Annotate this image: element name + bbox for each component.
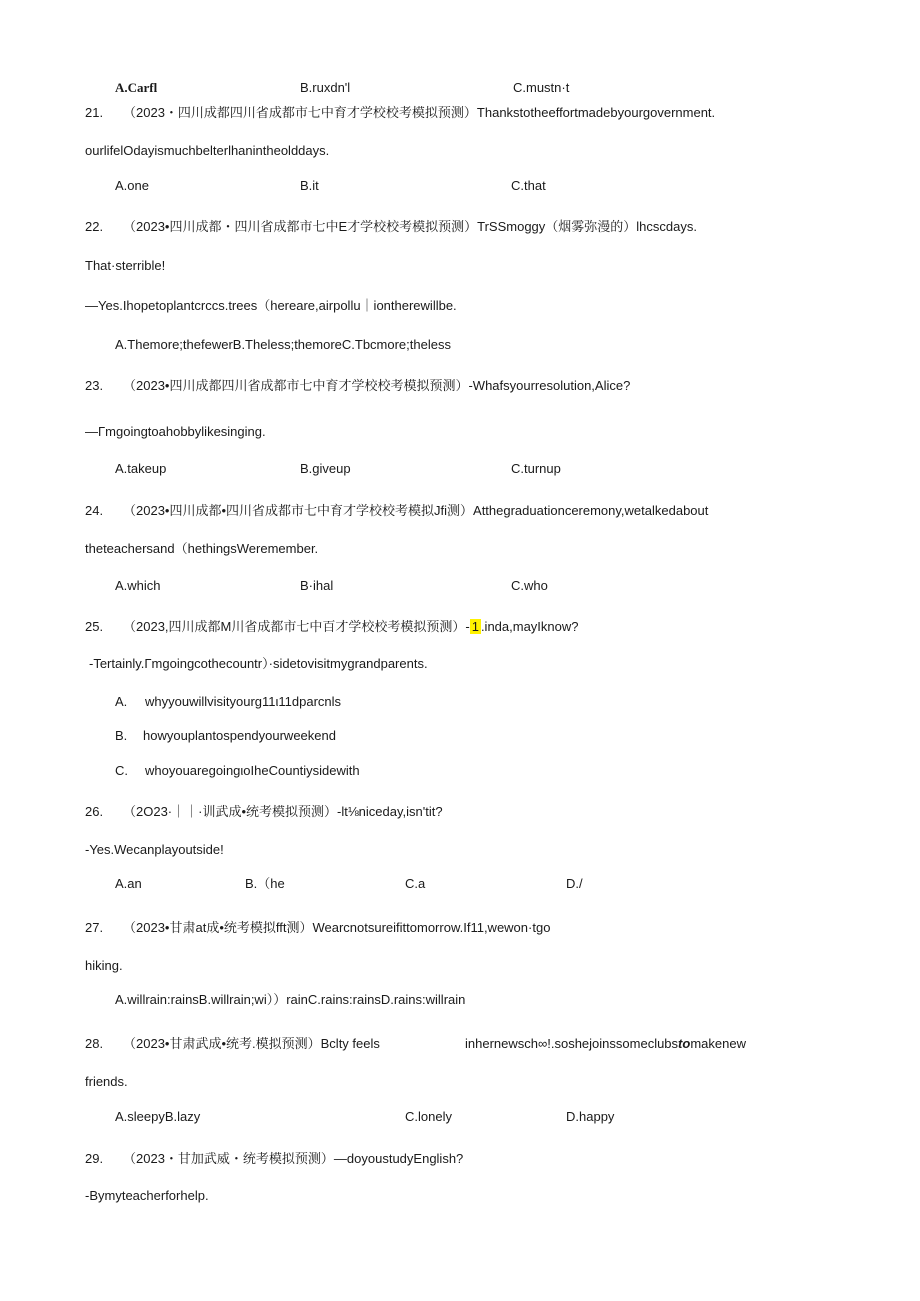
q27-number: 27. [85,920,104,935]
q22-continuation-2: —Yes.Ihopetoplantcrccs.trees（hereare,airpollu｜iontherewillbe. [85,298,457,313]
q25-stem-suffix: .inda,mayIknow? [480,619,579,634]
highlighted-text: 1 [471,619,479,634]
q24-option-a: A.which [115,578,161,593]
q28-stem: （2023•甘肃武成•统考.模拟预测）Bclty feels [123,1036,380,1051]
q21-option-b: B.it [300,178,319,193]
q26-stem: （2O23·｜｜·训武成•统考模拟预测）-lt⅛niceday,isn'tit? [123,804,443,819]
q20-option-c: C.mustn·t [513,80,570,95]
q25-option-b-label: B. [115,728,128,743]
q28-continuation: friends. [85,1074,128,1089]
q28-stem-2-italic: to [678,1036,691,1051]
q28-option-d: D.happy [566,1109,615,1124]
q28-options-ab: A.sleepyB.lazy [115,1109,201,1124]
q24-continuation: theteachersand（hethingsWeremember. [85,541,319,556]
q23-option-a: A.takeup [115,461,167,476]
q25-option-a-label: A. [115,694,128,709]
q24-number: 24. [85,503,104,518]
q25-option-a: whyyouwillvisityourg11ι11dparcnls [145,694,342,709]
q23-stem: （2023•四川成都四川省成都市七中育才学校校考模拟预测）-Whafsyourresolution,Alice? [123,378,631,393]
q25-continuation: -Tertainly.Γmgoingcothecountr）·sidetovisitmygrandparents. [89,656,428,671]
q29-stem: （2023・甘加武威・统考模拟预测）—doyoustudyEnglish? [123,1151,464,1166]
q28-option-c: C.lonely [405,1109,452,1124]
q28-stem-2-prefix: inhernewsch∞!.soshejoinssomeclubs [465,1036,679,1051]
q21-option-c: C.that [511,178,546,193]
q28-stem-2-suffix: makenew [690,1036,746,1051]
q26-number: 26. [85,804,104,819]
q23-continuation: —Γmgoingtoahobbylikesinging. [85,424,266,439]
q23-number: 23. [85,378,104,393]
q25-stem [123,619,579,635]
q24-option-b: B·ihal [300,578,334,593]
q28-number: 28. [85,1036,104,1051]
q22-continuation-1: That·sterrible! [85,258,166,273]
q25-option-b: howyouplantospendyourweekend [143,728,336,743]
q26-option-a: A.an [115,876,142,891]
q24-option-c: C.who [511,578,548,593]
q20-option-b: B.ruxdn'l [300,80,351,95]
q24-stem: （2023•四川成都•四川省成都市七中育才学校校考模拟Jfi测）Atthegraduationceremony,wetalkedabout [123,503,709,518]
q22-number: 22. [85,219,104,234]
q29-continuation: -Bymyteacherforhelp. [85,1188,209,1203]
q21-option-a: A.one [115,178,149,193]
q26-continuation: -Yes.Wecanplayoutside! [85,842,224,857]
q22-stem: （2023•四川成都・四川省成都市七中E才学校校考模拟预测）TrSSmoggy（烟雾弥漫的）lhcscdays. [123,219,697,234]
q25-option-c: whoyouaregoingιoIheCountiysidewith [145,763,360,778]
q25-stem-prefix: （2023,四川成都M川省成都市七中百才学校校考模拟预测）- [123,619,470,634]
q28-stem-part-2 [465,1036,746,1052]
q29-number: 29. [85,1151,104,1166]
q21-continuation: ourlifelOdayismuchbelterlhanintheolddays. [85,143,330,158]
q25-number: 25. [85,619,104,634]
q26-option-b: B.（he [245,876,285,891]
q26-option-c: C.a [405,876,426,891]
q27-stem: （2023•甘肃at成•统考模拟fft测）Wearcnotsureifittomorrow.If11,wewon·tgo [123,920,551,935]
q23-option-b: B.giveup [300,461,351,476]
q27-continuation: hiking. [85,958,123,973]
q23-option-c: C.turnup [511,461,561,476]
q26-option-d: D./ [566,876,583,891]
q21-number: 21. [85,105,104,120]
q27-options: A.willrain:rainsB.willrain;wi））rainC.rains:rainsD.rains:willrain [115,992,466,1007]
q22-options: A.Themore;thefewerB.Theless;themoreC.Tbcmore;theless [115,337,451,352]
q25-option-c-label: C. [115,763,128,778]
q21-stem: （2023・四川成都四川省成都市七中育才学校校考模拟预测）Thankstotheeffortmadebyourgovernment. [123,105,716,120]
q20-option-a: A.Carfl [115,80,158,95]
